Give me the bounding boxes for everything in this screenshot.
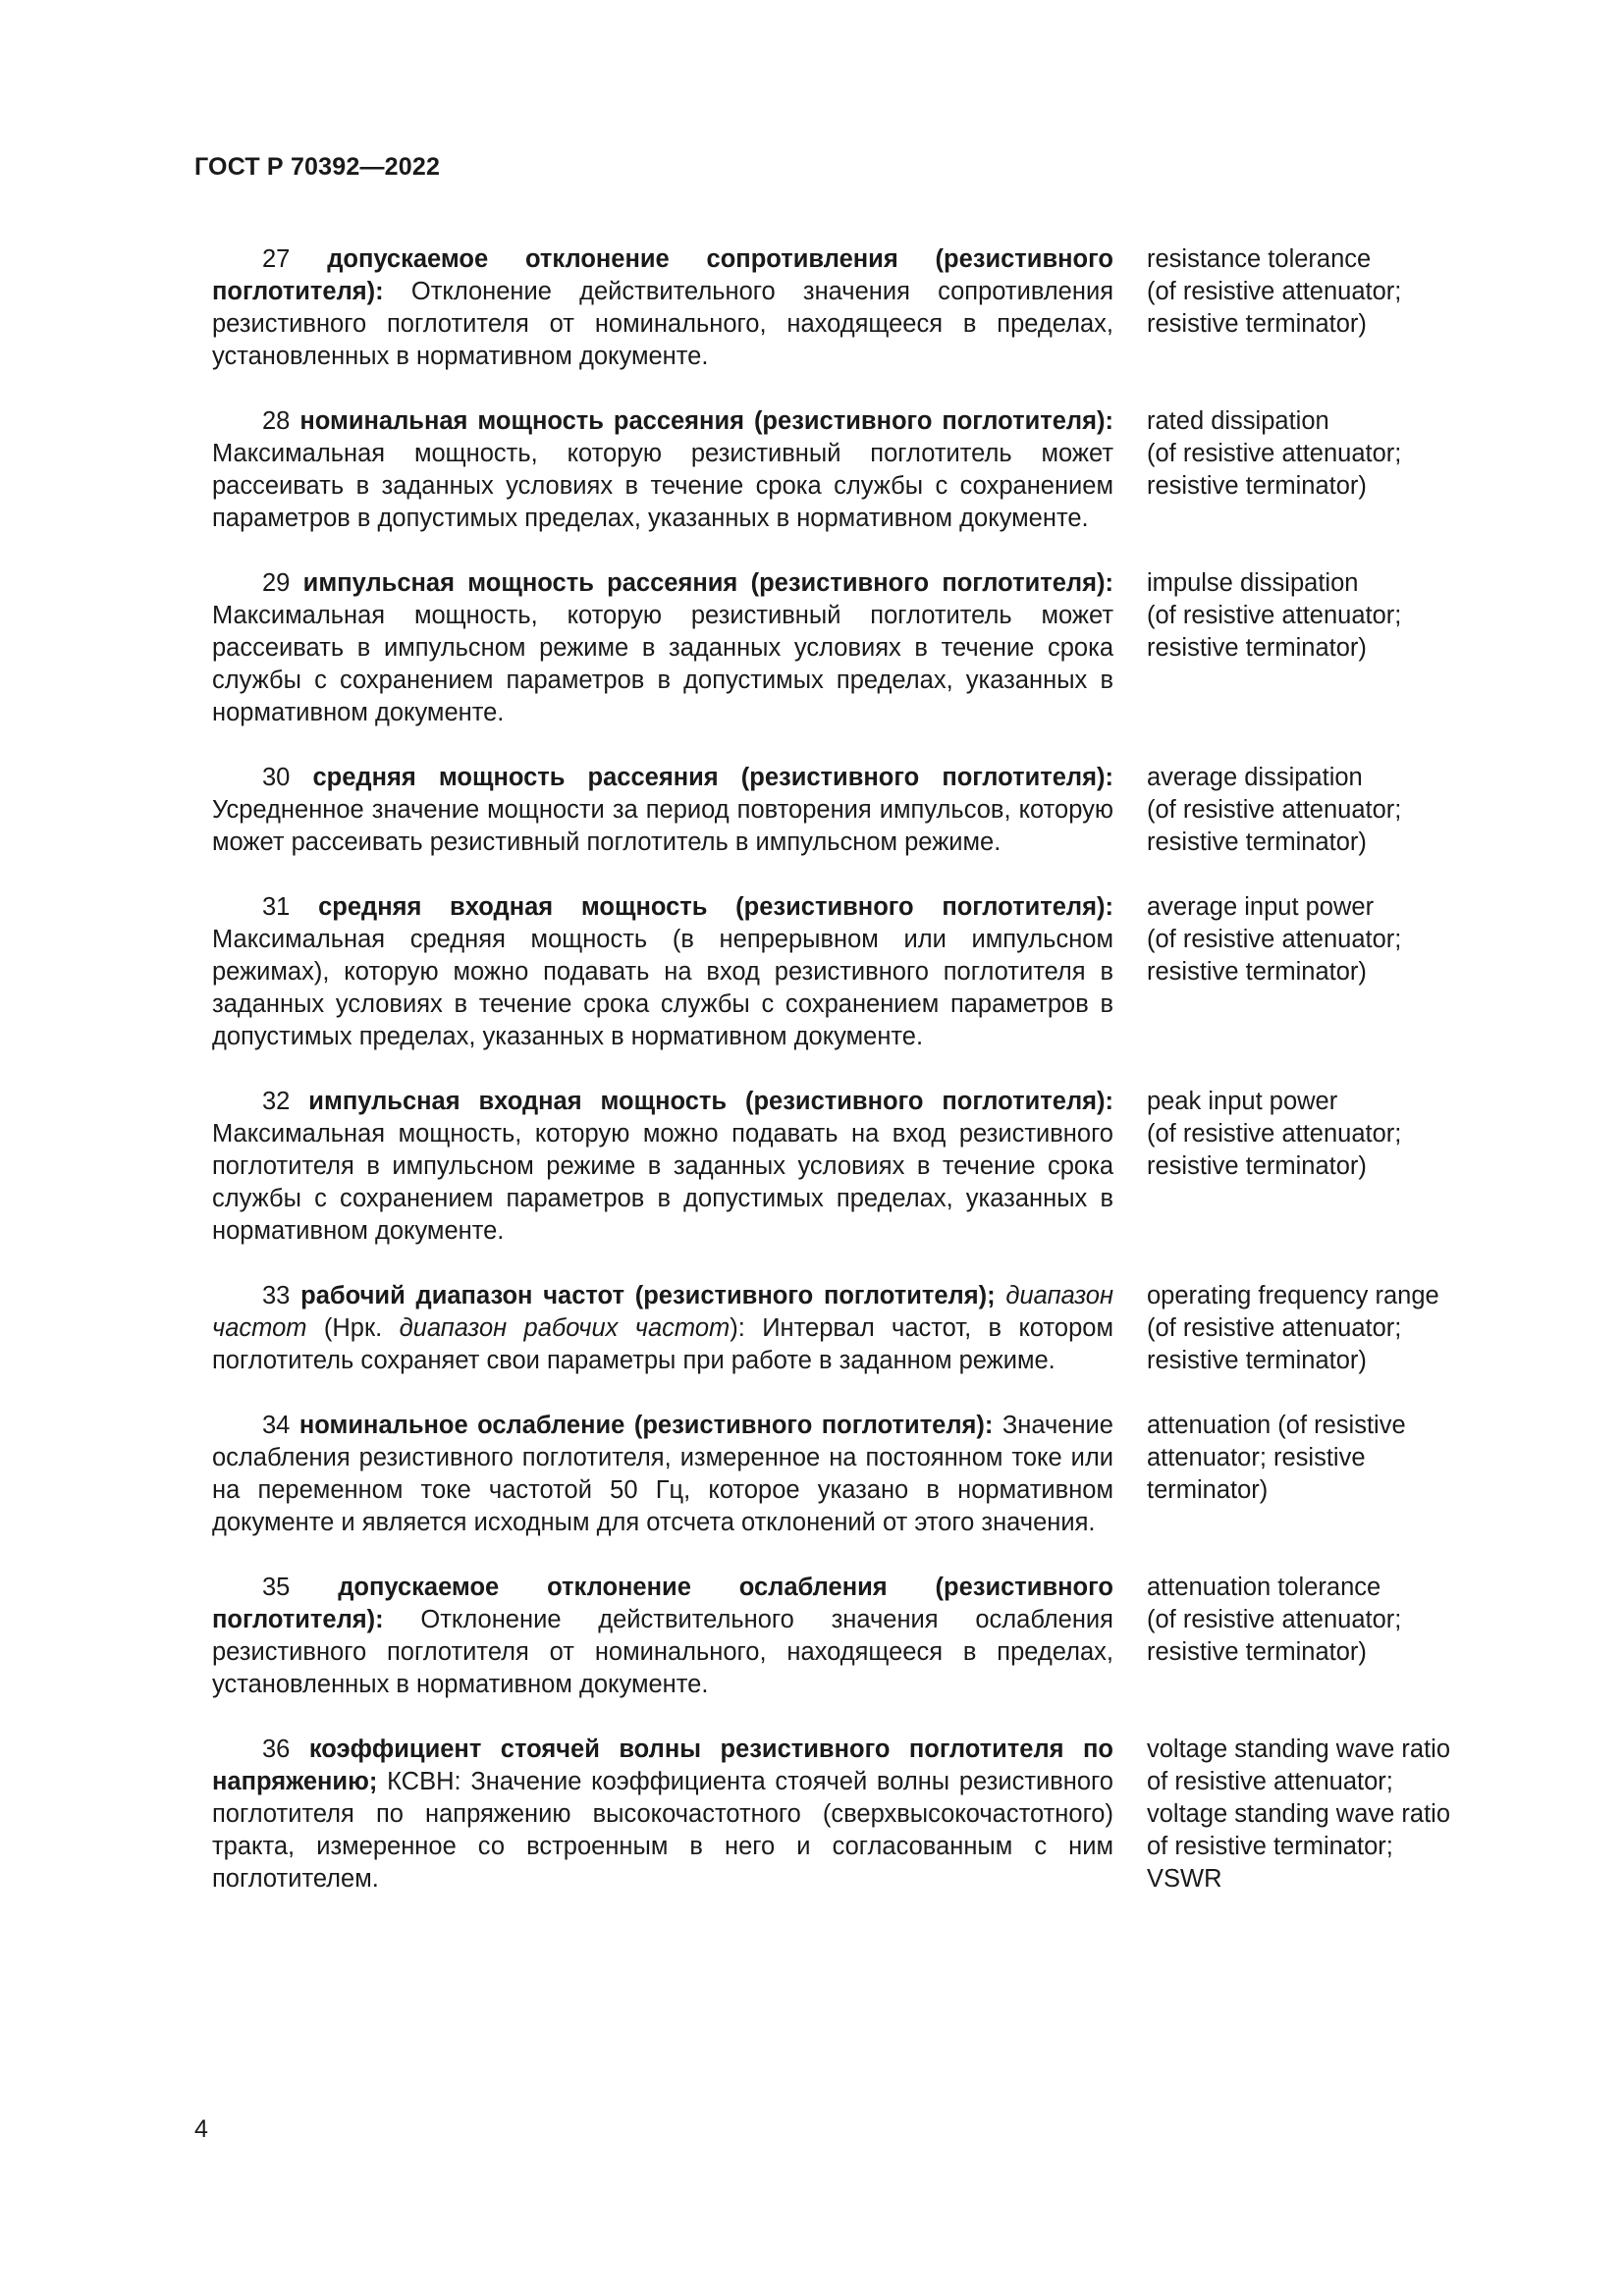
term-ru-33 bbox=[212, 1280, 1113, 1377]
term-ru-29 bbox=[212, 567, 1113, 729]
term-definition: Максимальная мощность, которую резистивный поглотитель может рассеивать в заданных условиях в течение срока службы с сохранением параметров в допустимых пределах, указанных в нормативном документе. bbox=[212, 440, 1113, 532]
term-entry-29 bbox=[212, 567, 1489, 729]
term-en-line: rated dissipation bbox=[1147, 407, 1329, 435]
term-ru-32 bbox=[212, 1086, 1113, 1248]
term-en-line: operating frequency range bbox=[1147, 1282, 1439, 1309]
term-definition: Усредненное значение мощности за период повторения импульсов, которую может рассеивать резистивный поглотитель в импульсном режиме. bbox=[212, 796, 1113, 856]
term-en-line: attenuation (of resistive bbox=[1147, 1412, 1406, 1439]
standard-header: ГОСТ Р 70392—2022 bbox=[194, 153, 441, 181]
term-en-line: of resistive terminator; bbox=[1147, 1833, 1393, 1860]
term-en-31 bbox=[1147, 891, 1489, 1053]
term-ru-30 bbox=[212, 762, 1113, 859]
term-number: 30 bbox=[262, 764, 291, 791]
term-en-line: resistive terminator) bbox=[1147, 472, 1367, 500]
term-name: допускаемое отклонение сопротивления (резистивного поглотителя): bbox=[212, 245, 1113, 305]
term-number: 33 bbox=[262, 1282, 291, 1309]
term-en-line: (of resistive attenuator; bbox=[1147, 796, 1402, 824]
term-en-line: average input power bbox=[1147, 893, 1375, 921]
term-note-term: диапазон рабочих частот bbox=[399, 1314, 731, 1342]
term-en-36 bbox=[1147, 1734, 1489, 1896]
term-synonym: диапазон частот bbox=[212, 1282, 1113, 1342]
term-name: импульсная мощность рассеяния (резистивного поглотителя): bbox=[302, 569, 1113, 597]
term-ru-27 bbox=[212, 243, 1113, 373]
term-name: номинальная мощность рассеяния (резистивного поглотителя): bbox=[299, 407, 1113, 435]
term-en-30 bbox=[1147, 762, 1489, 859]
term-definition: Максимальная средняя мощность (в непрерывном или импульсном режимах), которую можно подавать на вход резистивного поглотителя в заданных условиях в течение срока службы с сохранением параметров в допустимых пределах, указанных в нормативном документе. bbox=[212, 926, 1113, 1050]
term-en-line: voltage standing wave ratio bbox=[1147, 1735, 1451, 1763]
term-en-line: resistive terminator) bbox=[1147, 1638, 1367, 1666]
term-en-line: resistive terminator) bbox=[1147, 958, 1367, 986]
term-en-line: terminator) bbox=[1147, 1476, 1269, 1504]
term-number: 35 bbox=[262, 1574, 291, 1601]
term-entry-27 bbox=[212, 243, 1489, 373]
term-entry-35 bbox=[212, 1572, 1489, 1701]
term-number: 34 bbox=[262, 1412, 291, 1439]
term-abbreviation: КСВН: bbox=[387, 1768, 461, 1795]
term-entry-33 bbox=[212, 1280, 1489, 1377]
term-en-line: average dissipation bbox=[1147, 764, 1363, 791]
term-en-line: (of resistive attenuator; bbox=[1147, 1314, 1402, 1342]
term-en-line: (of resistive attenuator; bbox=[1147, 278, 1402, 305]
term-number: 32 bbox=[262, 1088, 291, 1115]
term-number: 36 bbox=[262, 1735, 291, 1763]
term-en-line: attenuation tolerance bbox=[1147, 1574, 1381, 1601]
term-definition: Максимальная мощность, которую резистивный поглотитель может рассеивать в импульсном режиме в заданных условиях в течение срока службы с сохранением параметров в допустимых пределах, указанных в нормативном документе. bbox=[212, 602, 1113, 726]
term-en-line: resistive terminator) bbox=[1147, 1152, 1367, 1180]
term-ru-28 bbox=[212, 405, 1113, 535]
term-en-line: (of resistive attenuator; bbox=[1147, 1120, 1402, 1148]
term-en-33 bbox=[1147, 1280, 1489, 1377]
term-en-line: VSWR bbox=[1147, 1865, 1222, 1893]
term-en-line: (of resistive attenuator; bbox=[1147, 1606, 1402, 1633]
term-en-line: resistive terminator) bbox=[1147, 1347, 1367, 1374]
term-definition: Интервал частот, в котором поглотитель сохраняет свои параметры при работе в заданном режиме. bbox=[212, 1314, 1113, 1374]
page-number: 4 bbox=[194, 2115, 208, 2143]
term-name: рабочий диапазон частот (резистивного поглотителя); bbox=[300, 1282, 996, 1309]
term-name: номинальное ослабление (резистивного поглотителя): bbox=[298, 1412, 994, 1439]
term-en-line: impulse dissipation bbox=[1147, 569, 1359, 597]
term-en-line: resistive terminator) bbox=[1147, 634, 1367, 662]
term-definition: Значение ослабления резистивного поглотителя, измеренное на постоянном токе или на переменном токе частотой 50 Гц, которое указано в нормативном документе и является исходным для отсчета отклонений от этого значения. bbox=[212, 1412, 1113, 1536]
term-en-line: of resistive attenuator; bbox=[1147, 1768, 1393, 1795]
term-ru-35 bbox=[212, 1572, 1113, 1701]
term-entry-34 bbox=[212, 1410, 1489, 1539]
term-ru-34 bbox=[212, 1410, 1113, 1539]
term-ru-31 bbox=[212, 891, 1113, 1053]
term-number: 31 bbox=[262, 893, 291, 921]
term-en-27 bbox=[1147, 243, 1489, 373]
term-name: допускаемое отклонение ослабления (резистивного поглотителя): bbox=[212, 1574, 1113, 1633]
term-en-line: (of resistive attenuator; bbox=[1147, 926, 1402, 953]
term-entry-31 bbox=[212, 891, 1489, 1053]
term-en-line: voltage standing wave ratio bbox=[1147, 1800, 1451, 1828]
term-en-line: attenuator; resistive bbox=[1147, 1444, 1366, 1471]
term-definition: Максимальная мощность, которую можно подавать на вход резистивного поглотителя в импульсном режиме в заданных условиях в течение срока службы с сохранением параметров в допустимых пределах, указанных в нормативном документе. bbox=[212, 1120, 1113, 1245]
term-en-34 bbox=[1147, 1410, 1489, 1539]
term-name: коэффициент стоячей волны резистивного поглотителя по напряжению; bbox=[212, 1735, 1113, 1795]
term-entry-32 bbox=[212, 1086, 1489, 1248]
term-definition: Значение коэффициента стоячей волны резистивного поглотителя по напряжению высокочастотного (сверхвысокочастотного) тракта, измеренное со встроенным в него и согласованным с ним поглотителем. bbox=[212, 1768, 1113, 1893]
term-number: 27 bbox=[262, 245, 291, 273]
term-note-prefix: (Нрк. bbox=[323, 1314, 383, 1342]
term-en-line: resistive terminator) bbox=[1147, 828, 1367, 856]
term-en-line: (of resistive attenuator; bbox=[1147, 602, 1402, 629]
term-en-32 bbox=[1147, 1086, 1489, 1248]
term-number: 29 bbox=[262, 569, 291, 597]
term-definition: Отклонение действительного значения сопротивления резистивного поглотителя от номинального, находящееся в пределах, установленных в нормативном документе. bbox=[212, 278, 1113, 370]
term-entry-36 bbox=[212, 1734, 1489, 1896]
term-name: средняя мощность рассеяния (резистивного поглотителя): bbox=[312, 764, 1113, 791]
term-name: средняя входная мощность (резистивного поглотителя): bbox=[318, 893, 1113, 921]
term-entry-30 bbox=[212, 762, 1489, 859]
term-ru-36 bbox=[212, 1734, 1113, 1896]
term-number: 28 bbox=[262, 407, 291, 435]
terms-list bbox=[212, 243, 1489, 1928]
term-note-suffix: ): bbox=[730, 1314, 745, 1342]
term-name: импульсная входная мощность (резистивного поглотителя): bbox=[308, 1088, 1114, 1115]
term-en-line: resistance tolerance bbox=[1147, 245, 1372, 273]
term-en-line: peak input power bbox=[1147, 1088, 1338, 1115]
term-entry-28 bbox=[212, 405, 1489, 535]
term-en-29 bbox=[1147, 567, 1489, 729]
term-en-line: (of resistive attenuator; bbox=[1147, 440, 1402, 467]
term-en-28 bbox=[1147, 405, 1489, 535]
term-en-line: resistive terminator) bbox=[1147, 310, 1367, 338]
term-en-35 bbox=[1147, 1572, 1489, 1701]
term-definition: Отклонение действительного значения ослабления резистивного поглотителя от номинального, находящееся в пределах, установленных в нормативном документе. bbox=[212, 1606, 1113, 1698]
